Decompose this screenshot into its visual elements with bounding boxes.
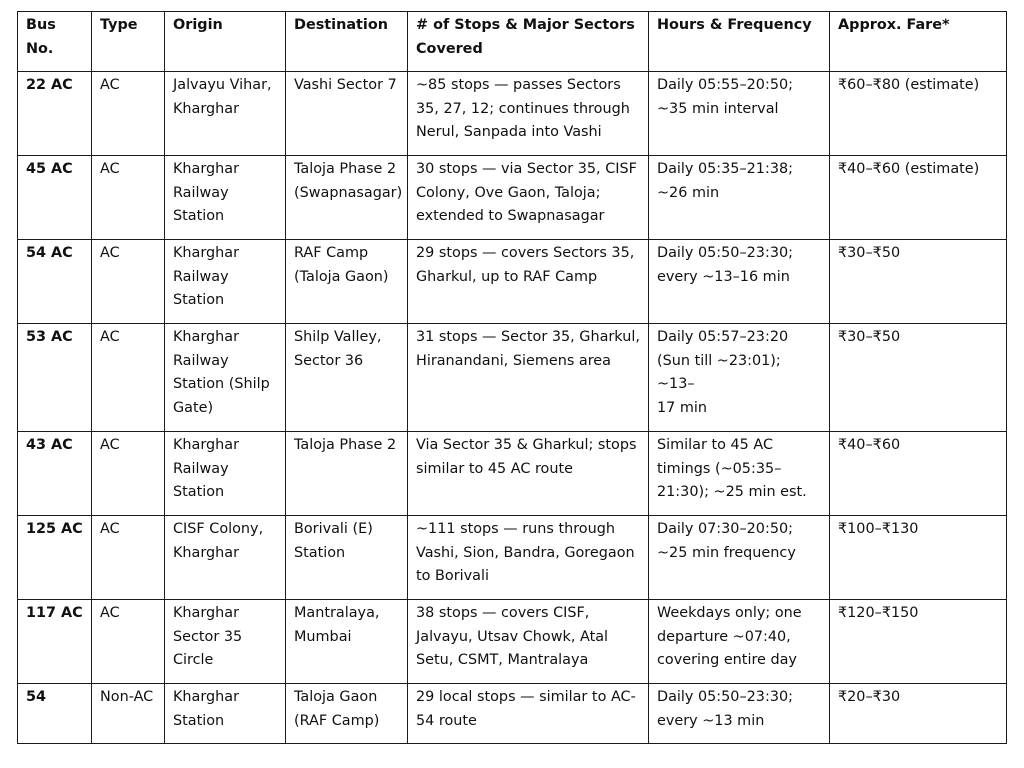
cell-destination: Vashi Sector 7 [286,72,408,156]
cell-destination: Taloja Gaon (RAF Camp) [286,684,408,744]
cell-hours-frequency: Weekdays only; one departure ~07:40, covering entire day [649,600,830,684]
header-bus-no: Bus No. [18,12,92,72]
cell-origin: Kharghar Railway Station [165,432,286,516]
table-row [18,600,1007,684]
table-row [18,684,1007,744]
cell-bus-no: 45 AC [18,156,92,240]
cell-stops-sectors: ~85 stops — passes Sectors 35, 27, 12; continues through Nerul, Sanpada into Vashi [408,72,649,156]
cell-approx-fare: ₹20–₹30 [830,684,1007,744]
cell-type: AC [92,432,165,516]
cell-approx-fare: ₹30–₹50 [830,324,1007,432]
cell-type: AC [92,240,165,324]
cell-type: AC [92,516,165,600]
cell-bus-no: 117 AC [18,600,92,684]
cell-destination: Taloja Phase 2 [286,432,408,516]
cell-hours-frequency: Similar to 45 AC timings (~05:35– 21:30); ~25 min est. [649,432,830,516]
cell-bus-no: 125 AC [18,516,92,600]
cell-origin: Kharghar Sector 35 Circle [165,600,286,684]
cell-bus-no: 53 AC [18,324,92,432]
cell-approx-fare: ₹30–₹50 [830,240,1007,324]
cell-origin: Jalvayu Vihar, Kharghar [165,72,286,156]
table-row [18,324,1007,432]
cell-destination: Mantralaya, Mumbai [286,600,408,684]
cell-type: AC [92,156,165,240]
cell-type: AC [92,324,165,432]
cell-stops-sectors: ~111 stops — runs through Vashi, Sion, Bandra, Goregaon to Borivali [408,516,649,600]
header-origin: Origin [165,12,286,72]
header-stops-sectors: # of Stops & Major Sectors Covered [408,12,649,72]
table-row [18,432,1007,516]
cell-hours-frequency: Daily 05:50–23:30; every ~13 min [649,684,830,744]
cell-approx-fare: ₹60–₹80 (estimate) [830,72,1007,156]
cell-destination: RAF Camp (Taloja Gaon) [286,240,408,324]
cell-origin: Kharghar Railway Station [165,156,286,240]
cell-approx-fare: ₹40–₹60 (estimate) [830,156,1007,240]
header-hours-frequency: Hours & Frequency [649,12,830,72]
table-row [18,240,1007,324]
cell-stops-sectors: 29 stops — covers Sectors 35, Gharkul, up to RAF Camp [408,240,649,324]
cell-destination: Taloja Phase 2 (Swapnasagar) [286,156,408,240]
table-row [18,516,1007,600]
cell-approx-fare: ₹100–₹130 [830,516,1007,600]
cell-hours-frequency: Daily 05:55–20:50; ~35 min interval [649,72,830,156]
cell-origin: Kharghar Railway Station (Shilp Gate) [165,324,286,432]
cell-approx-fare: ₹40–₹60 [830,432,1007,516]
cell-hours-frequency: Daily 05:50–23:30; every ~13–16 min [649,240,830,324]
cell-approx-fare: ₹120–₹150 [830,600,1007,684]
table-row [18,72,1007,156]
cell-origin: Kharghar Station [165,684,286,744]
cell-destination: Borivali (E) Station [286,516,408,600]
cell-bus-no: 43 AC [18,432,92,516]
bus-routes-table [17,11,1007,744]
cell-hours-frequency: Daily 05:57–23:20 (Sun till ~23:01); ~13– 17 min [649,324,830,432]
cell-stops-sectors: Via Sector 35 & Gharkul; stops similar to 45 AC route [408,432,649,516]
cell-bus-no: 22 AC [18,72,92,156]
cell-type: AC [92,600,165,684]
header-type: Type [92,12,165,72]
header-approx-fare: Approx. Fare* [830,12,1007,72]
cell-destination: Shilp Valley, Sector 36 [286,324,408,432]
cell-stops-sectors: 38 stops — covers CISF, Jalvayu, Utsav Chowk, Atal Setu, CSMT, Mantralaya [408,600,649,684]
cell-stops-sectors: 30 stops — via Sector 35, CISF Colony, Ove Gaon, Taloja; extended to Swapnasagar [408,156,649,240]
header-row [18,12,1007,72]
cell-bus-no: 54 AC [18,240,92,324]
header-destination: Destination [286,12,408,72]
cell-stops-sectors: 31 stops — Sector 35, Gharkul, Hiranandani, Siemens area [408,324,649,432]
table-row [18,156,1007,240]
cell-type: AC [92,72,165,156]
cell-hours-frequency: Daily 05:35–21:38; ~26 min [649,156,830,240]
cell-origin: CISF Colony, Kharghar [165,516,286,600]
cell-hours-frequency: Daily 07:30–20:50; ~25 min frequency [649,516,830,600]
cell-origin: Kharghar Railway Station [165,240,286,324]
cell-bus-no: 54 [18,684,92,744]
cell-stops-sectors: 29 local stops — similar to AC- 54 route [408,684,649,744]
cell-type: Non-AC [92,684,165,744]
